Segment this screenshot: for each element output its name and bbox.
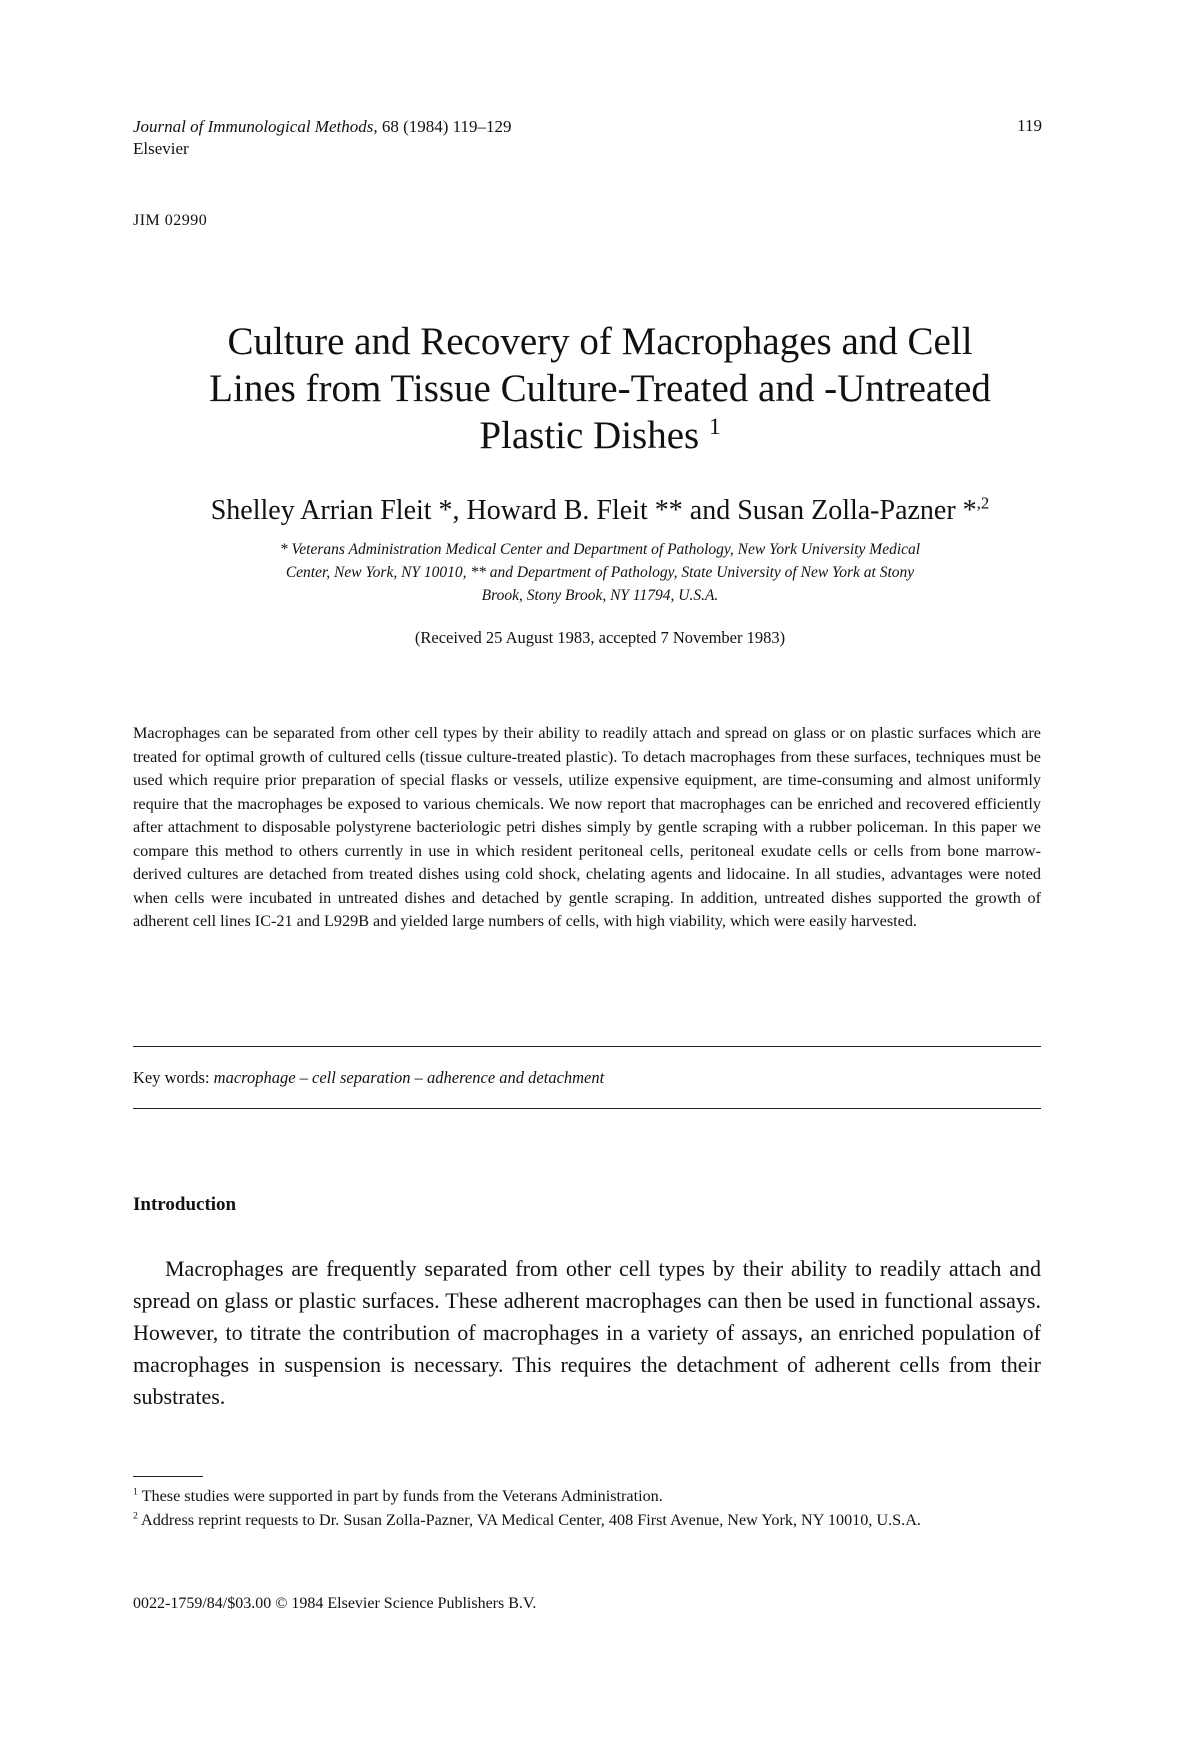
affiliation-line-1: * Veterans Administration Medical Center and Department of Pathology, New York University Medical	[279, 541, 921, 558]
author-list	[100, 494, 1100, 528]
title-line-1: Culture and Recovery of Macrophages and Cell	[227, 320, 973, 363]
affiliation-line-3: Brook, Stony Brook, NY 11794, U.S.A.	[481, 587, 719, 604]
footnote-2-mark: 2	[133, 1510, 138, 1522]
affiliation-line-2: Center, New York, NY 10010, ** and Department of Pathology, State University of New York at Stony	[285, 564, 915, 581]
abstract: Macrophages can be separated from other cell types by their ability to readily attach and spread on glass or on plastic surfaces which are treated for optimal growth of cultured cells (tissue culture-treated plastic). To detach macrophages from these surfaces, techniques must be used which require prior preparation of special flasks or vessels, utilize expensive equipment, are time-consuming and almost uniformly require that the macrophages be exposed to various chemicals. We now report that macrophages can be enriched and recovered efficiently after attachment to disposable polystyrene bacteriologic petri dishes simply by gentle scraping with a rubber policeman. In this paper we compare this method to others currently in use in which resident peritoneal cells, peritoneal exudate cells or cells from bone marrow-derived cultures are detached from treated dishes using cold shock, chelating agents and lidocaine. In all studies, advantages were noted when cells were incubated in untreated dishes and detached by gentle scraping. In addition, untreated dishes supported the growth of adherent cell lines IC-21 and L929B and yielded large numbers of cells, with high viability, which were easily harvested.	[133, 724, 1041, 930]
journal-citation	[133, 116, 512, 160]
footnote-rule	[133, 1476, 203, 1477]
keywords-list: macrophage – cell separation – adherence and detachment	[213, 1068, 605, 1087]
footnotes	[133, 1484, 1041, 1532]
authors-text: Shelley Arrian Fleit *, Howard B. Fleit ** and Susan Zolla-Pazner *	[210, 495, 977, 526]
page-number: 119	[1017, 116, 1042, 135]
keywords-label: Key words:	[133, 1068, 214, 1087]
footnote-1-mark: 1	[133, 1486, 138, 1498]
footnote-1	[133, 1484, 1041, 1508]
title-line-3: Plastic Dishes	[479, 414, 700, 457]
affiliations	[140, 538, 1060, 607]
received-dates: (Received 25 August 1983, accepted 7 November 1983)	[414, 628, 786, 647]
publisher: Elsevier	[133, 139, 189, 158]
keywords-top-rule	[133, 1046, 1041, 1047]
journal-name: Journal of Immunological Methods,	[133, 117, 378, 136]
section-heading-introduction: Introduction	[133, 1194, 237, 1215]
keywords-bottom-rule	[133, 1108, 1041, 1109]
author-mark: ,2	[976, 493, 990, 513]
footnote-1-text: These studies were supported in part by funds from the Veterans Administration.	[137, 1487, 663, 1505]
journal-issue: 68 (1984) 119–129	[377, 117, 512, 136]
issn-copyright: 0022-1759/84/$03.00 © 1984 Elsevier Science Publishers B.V.	[133, 1595, 537, 1612]
title-footnote-mark: 1	[708, 414, 721, 440]
article-id: JIM 02990	[133, 212, 208, 229]
footnote-2-text: Address reprint requests to Dr. Susan Zolla-Pazner, VA Medical Center, 408 First Avenue, New York, NY 10010, U.S.A.	[137, 1511, 921, 1529]
article-title	[100, 318, 1100, 459]
introduction-paragraph: Macrophages are frequently separated from other cell types by their ability to readily attach and spread on glass or plastic surfaces. These adherent macrophages can then be used in functional assays. However, to titrate the contribution of macrophages in a variety of assays, an enriched population of macrophages in suspension is necessary. This requires the detachment of adherent cells from their substrates.	[133, 1256, 1041, 1409]
title-line-2: Lines from Tissue Culture-Treated and -Untreated	[209, 367, 991, 410]
keywords	[133, 1068, 604, 1088]
footnote-2	[133, 1508, 1041, 1532]
